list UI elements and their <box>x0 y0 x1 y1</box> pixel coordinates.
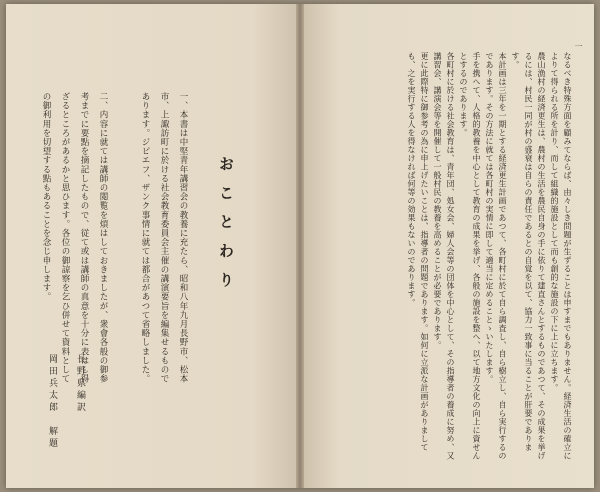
right-page <box>304 4 594 488</box>
signature-office: 長野県編訳 <box>75 354 85 414</box>
signature-name: 岡田兵太郎 解題 <box>47 354 57 450</box>
book-gutter <box>296 4 304 488</box>
book-spread <box>6 4 594 488</box>
left-page <box>6 4 296 488</box>
paragraph: 各町村に於ける社会教育は、青年団、処女会、婦人会等の団体を中心として、その指導者の養成に努め、又講習会、講演会等を開催して一般村民の教養を高めることが必要であります。 <box>433 52 455 460</box>
page-title: おことわり <box>217 156 235 301</box>
page-number: 一 <box>574 42 583 50</box>
paragraph: 本計画は三年を一期とする経済更生計画であつて、各町村に於て自ら調査し、自ら樹立し、自ら実行するのであります。その方法に就ては各町村の実情に即して適当に定めることゝいたします。 <box>485 52 507 460</box>
notes-section <box>41 92 192 392</box>
note-item-2 <box>41 92 112 388</box>
paragraph: なるべき特殊方面を顧みてならば、由々しき問題が生ずることは申すまでもありません。経済生活の確立によりて得られる所を計り、而して組織的施設として而も創的な施設の下に上に立ちます。 <box>550 52 572 460</box>
paragraph: 農山漁村の経済更生は、農村の生活を農民自身の手に依りて建直さんとするものであつて、その成果を挙げるには、村民一同が村の盛衰は自らの責任であるとの自覚を以て、協力一致事に当ることが肝要であります。 <box>511 52 546 460</box>
body-text <box>314 52 574 462</box>
note-item-1 <box>116 92 192 388</box>
note-text: 二、内容に就ては講師の閲覧を煩はしておきましたが、衆會各般の御参考までに要點を摘記したもので、従て或は講師の真意を十分に表はし得ざるところがあるかと思ひます。各位の御諒察を乞ひ併せて資料としての御利用を切望する點もあることを念じ申します。 <box>41 92 108 384</box>
note-text: 一、本書は中堅青年講習会の教養に充たら、昭和八年九月長野市、松本市、上諏訪町に於ける社会教育委員会主催の講演要旨を編集せるものであります。ジピエフ、ザンク事情に就ては都合があつて省略しました。 <box>140 92 188 384</box>
paragraph: 手を携へて、人格的教養を中心として教育の成果を挙げ、各般の施設を整へ、以て地方文化の向上に資せんとするのであります。 <box>459 52 481 460</box>
paragraph: 更に此際特に御参考の為に申上げたいことは、指導者の問題であります。如何に立派な計画がありましても、之を実行する人を得なければ何等の効果もないのであります。 <box>407 52 429 452</box>
